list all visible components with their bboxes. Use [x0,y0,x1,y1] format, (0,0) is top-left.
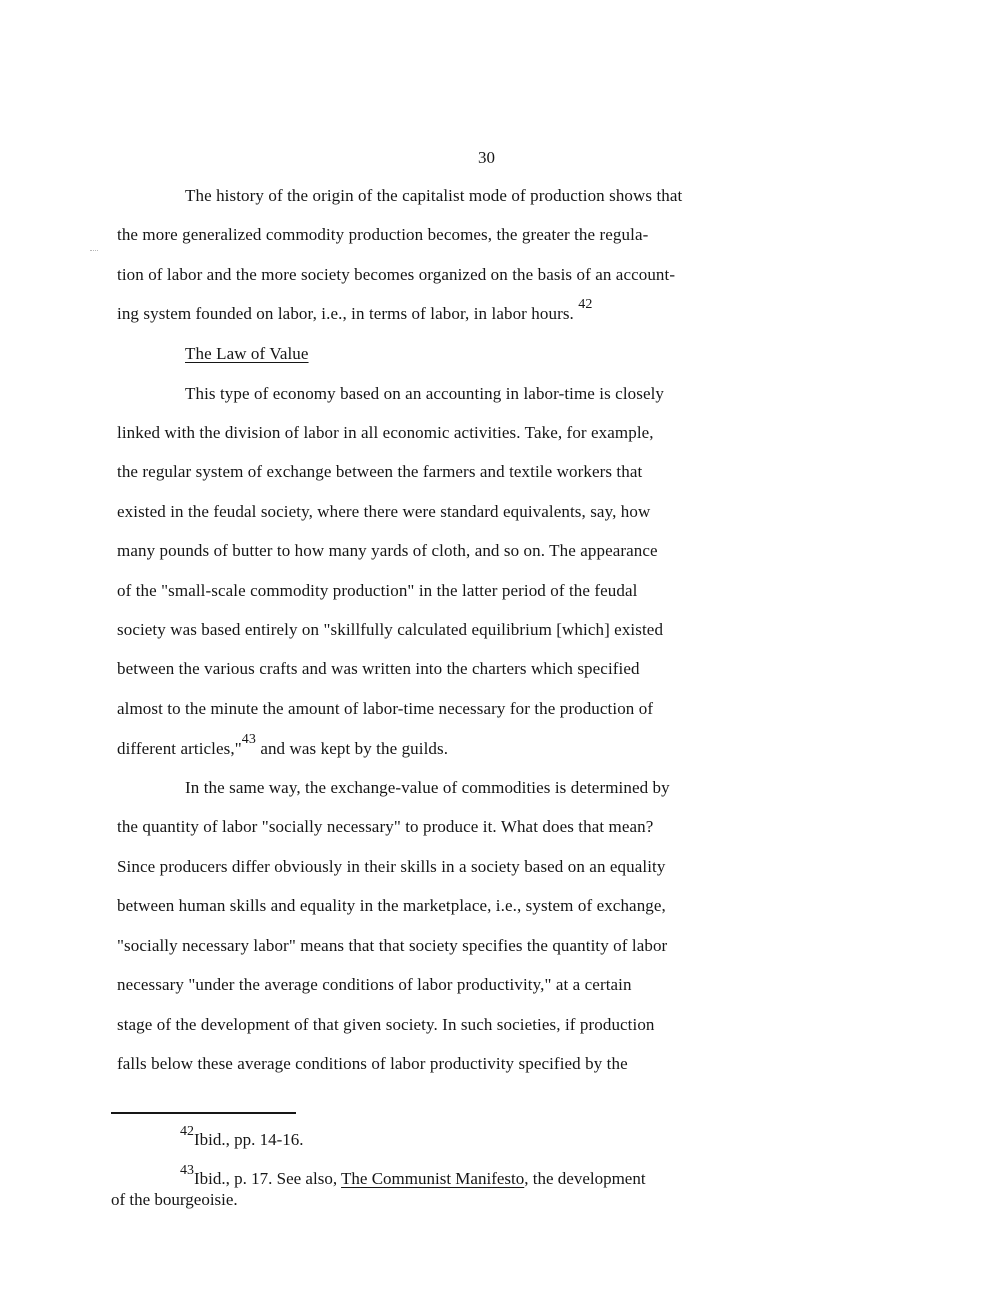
paragraph-2-line-2: linked with the division of labor in all economic activities. Take, for example, [117,423,654,442]
footnote-43-line-2: of the bourgeoisie. [111,1190,238,1209]
paragraph-3-line-8: falls below these average conditions of labor productivity specified by the [117,1054,628,1073]
paragraph-2-line-7: society was based entirely on "skillfully calculated equilibrium [which] existed [117,620,664,639]
footnote-43-number: 43 [180,1163,194,1178]
section-heading-text: The Law of Value [185,344,309,363]
footnote-43-text-end: , the development [524,1169,646,1188]
paragraph-3-line-6: necessary "under the average conditions of labor productivity," at a certain [117,975,632,994]
paragraph-2-line-5: many pounds of butter to how many yards of cloth, and so on. The appearance [117,541,658,560]
footnote-43 [180,1163,646,1189]
paragraph-2-line-4: existed in the feudal society, where there were standard equivalents, say, how [117,502,651,521]
paragraph-1-line-4 [117,297,593,326]
footnote-separator [111,1112,296,1114]
paragraph-1-line-4-text: ing system founded on labor, i.e., in terms of labor, in labor hours. [117,304,574,323]
footnote-42 [180,1124,304,1150]
footnote-ref-42: 42 [578,297,593,312]
paragraph-2-line-3: the regular system of exchange between the farmers and textile workers that [117,462,643,481]
paragraph-2-line-10 [117,732,449,761]
paragraph-2-line-9: almost to the minute the amount of labor-time necessary for the production of [117,699,654,718]
paragraph-3-line-5: "socially necessary labor" means that that society specifies the quantity of labor [117,936,668,955]
paragraph-2-line-10-start: different articles," [117,739,242,758]
footnote-43-text-start: Ibid., p. 17. See also, [194,1169,338,1188]
paragraph-1-line-2: the more generalized commodity production becomes, the greater the regula- [117,225,649,244]
paragraph-2-line-6: of the "small-scale commodity production" in the latter period of the feudal [117,581,638,600]
paragraph-2-line-8: between the various crafts and was written into the charters which specified [117,659,640,678]
footnote-ref-43: 43 [241,732,256,747]
paragraph-3-line-1: In the same way, the exchange-value of commodities is determined by [185,778,670,797]
footnote-42-number: 42 [180,1124,194,1139]
paragraph-3-line-3: Since producers differ obviously in their skills in a society based on an equality [117,857,666,876]
paragraph-2-line-10-end: and was kept by the guilds. [260,739,449,758]
footnote-42-text: Ibid., pp. 14-16. [194,1130,304,1149]
margin-mark [90,250,98,252]
page-number: 30 [478,148,495,167]
paragraph-3-line-4: between human skills and equality in the marketplace, i.e., system of exchange, [117,896,666,915]
paragraph-2-line-1: This type of economy based on an accounting in labor-time is closely [185,384,665,403]
paragraph-1-line-3: tion of labor and the more society becomes organized on the basis of an account- [117,265,676,284]
paragraph-3-line-7: stage of the development of that given society. In such societies, if production [117,1015,655,1034]
paragraph-1-line-1: The history of the origin of the capitalist mode of production shows that [185,186,683,205]
footnote-43-title: The Communist Manifesto [341,1169,525,1188]
section-heading [185,344,309,364]
paragraph-3-line-2: the quantity of labor "socially necessary" to produce it. What does that mean? [117,817,654,836]
